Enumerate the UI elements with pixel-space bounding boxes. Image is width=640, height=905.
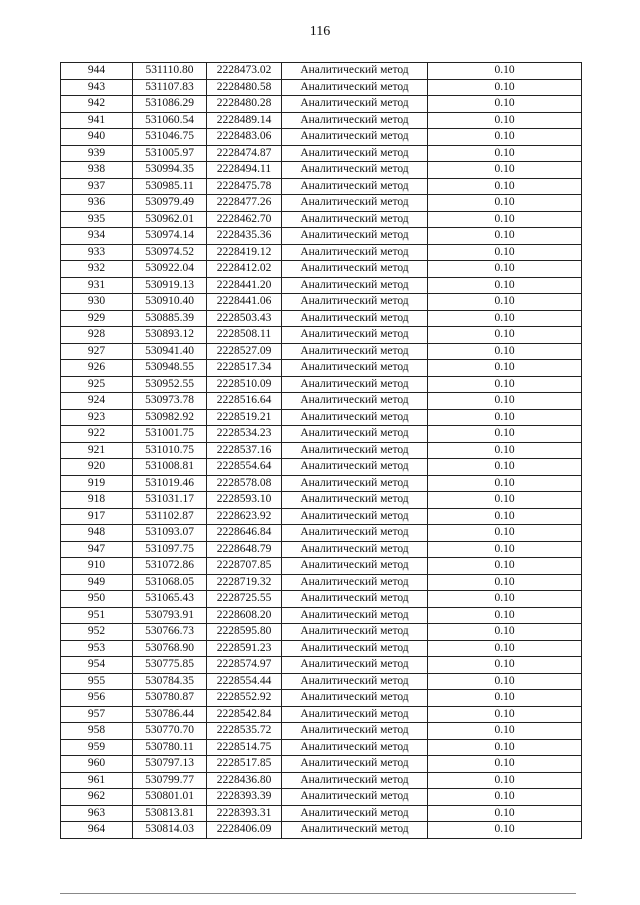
method-cell: Аналитический метод xyxy=(282,690,428,707)
x-coordinate-cell: 530885.39 xyxy=(133,310,207,327)
method-cell: Аналитический метод xyxy=(282,558,428,575)
accuracy-cell: 0.10 xyxy=(428,739,582,756)
point-number-cell: 939 xyxy=(61,145,133,162)
x-coordinate-cell: 530799.77 xyxy=(133,772,207,789)
x-coordinate-cell: 530973.78 xyxy=(133,393,207,410)
point-number-cell: 954 xyxy=(61,657,133,674)
accuracy-cell: 0.10 xyxy=(428,624,582,641)
point-number-cell: 933 xyxy=(61,244,133,261)
y-coordinate-cell: 2228393.39 xyxy=(207,789,282,806)
y-coordinate-cell: 2228514.75 xyxy=(207,739,282,756)
x-coordinate-cell: 530797.13 xyxy=(133,756,207,773)
x-coordinate-cell: 531019.46 xyxy=(133,475,207,492)
accuracy-cell: 0.10 xyxy=(428,178,582,195)
table-row xyxy=(61,591,582,608)
point-number-cell: 920 xyxy=(61,459,133,476)
x-coordinate-cell: 530979.49 xyxy=(133,195,207,212)
page-number: 116 xyxy=(309,24,331,39)
table-row xyxy=(61,376,582,393)
accuracy-cell: 0.10 xyxy=(428,112,582,129)
accuracy-cell: 0.10 xyxy=(428,591,582,608)
table-row xyxy=(61,393,582,410)
method-cell: Аналитический метод xyxy=(282,294,428,311)
method-cell: Аналитический метод xyxy=(282,310,428,327)
y-coordinate-cell: 2228508.11 xyxy=(207,327,282,344)
method-cell: Аналитический метод xyxy=(282,96,428,113)
x-coordinate-cell: 530775.85 xyxy=(133,657,207,674)
point-number-cell: 940 xyxy=(61,129,133,146)
y-coordinate-cell: 2228593.10 xyxy=(207,492,282,509)
method-cell: Аналитический метод xyxy=(282,442,428,459)
y-coordinate-cell: 2228517.85 xyxy=(207,756,282,773)
method-cell: Аналитический метод xyxy=(282,541,428,558)
accuracy-cell: 0.10 xyxy=(428,673,582,690)
table-row xyxy=(61,327,582,344)
point-number-cell: 918 xyxy=(61,492,133,509)
point-number-cell: 950 xyxy=(61,591,133,608)
point-number-cell: 934 xyxy=(61,228,133,245)
y-coordinate-cell: 2228527.09 xyxy=(207,343,282,360)
x-coordinate-cell: 530780.87 xyxy=(133,690,207,707)
method-cell: Аналитический метод xyxy=(282,591,428,608)
point-number-cell: 922 xyxy=(61,426,133,443)
x-coordinate-cell: 530974.14 xyxy=(133,228,207,245)
method-cell: Аналитический метод xyxy=(282,657,428,674)
accuracy-cell: 0.10 xyxy=(428,162,582,179)
x-coordinate-cell: 530814.03 xyxy=(133,822,207,839)
table-row xyxy=(61,112,582,129)
x-coordinate-cell: 530919.13 xyxy=(133,277,207,294)
accuracy-cell: 0.10 xyxy=(428,690,582,707)
x-coordinate-cell: 531001.75 xyxy=(133,426,207,443)
x-coordinate-cell: 530994.35 xyxy=(133,162,207,179)
x-coordinate-cell: 530974.52 xyxy=(133,244,207,261)
x-coordinate-cell: 530948.55 xyxy=(133,360,207,377)
table-row xyxy=(61,178,582,195)
table-row xyxy=(61,673,582,690)
point-number-cell: 963 xyxy=(61,805,133,822)
method-cell: Аналитический метод xyxy=(282,112,428,129)
y-coordinate-cell: 2228542.84 xyxy=(207,706,282,723)
table-row xyxy=(61,723,582,740)
accuracy-cell: 0.10 xyxy=(428,558,582,575)
y-coordinate-cell: 2228707.85 xyxy=(207,558,282,575)
x-coordinate-cell: 531010.75 xyxy=(133,442,207,459)
y-coordinate-cell: 2228483.06 xyxy=(207,129,282,146)
accuracy-cell: 0.10 xyxy=(428,63,582,80)
table-row xyxy=(61,607,582,624)
x-coordinate-cell: 530922.04 xyxy=(133,261,207,278)
method-cell: Аналитический метод xyxy=(282,723,428,740)
table-row xyxy=(61,525,582,542)
table-row xyxy=(61,63,582,80)
y-coordinate-cell: 2228623.92 xyxy=(207,508,282,525)
y-coordinate-cell: 2228535.72 xyxy=(207,723,282,740)
point-number-cell: 960 xyxy=(61,756,133,773)
x-coordinate-cell: 531086.29 xyxy=(133,96,207,113)
accuracy-cell: 0.10 xyxy=(428,657,582,674)
y-coordinate-cell: 2228475.78 xyxy=(207,178,282,195)
accuracy-cell: 0.10 xyxy=(428,541,582,558)
table-row xyxy=(61,442,582,459)
coordinates-table-body xyxy=(61,63,582,839)
x-coordinate-cell: 531008.81 xyxy=(133,459,207,476)
y-coordinate-cell: 2228608.20 xyxy=(207,607,282,624)
x-coordinate-cell: 530893.12 xyxy=(133,327,207,344)
method-cell: Аналитический метод xyxy=(282,327,428,344)
x-coordinate-cell: 530793.91 xyxy=(133,607,207,624)
method-cell: Аналитический метод xyxy=(282,772,428,789)
x-coordinate-cell: 531068.05 xyxy=(133,574,207,591)
accuracy-cell: 0.10 xyxy=(428,393,582,410)
point-number-cell: 926 xyxy=(61,360,133,377)
point-number-cell: 961 xyxy=(61,772,133,789)
table-row xyxy=(61,772,582,789)
point-number-cell: 929 xyxy=(61,310,133,327)
point-number-cell: 928 xyxy=(61,327,133,344)
table-row xyxy=(61,541,582,558)
table-row xyxy=(61,822,582,839)
y-coordinate-cell: 2228554.64 xyxy=(207,459,282,476)
y-coordinate-cell: 2228412.02 xyxy=(207,261,282,278)
accuracy-cell: 0.10 xyxy=(428,772,582,789)
table-row xyxy=(61,244,582,261)
y-coordinate-cell: 2228510.09 xyxy=(207,376,282,393)
x-coordinate-cell: 530770.70 xyxy=(133,723,207,740)
table-row xyxy=(61,145,582,162)
x-coordinate-cell: 531060.54 xyxy=(133,112,207,129)
method-cell: Аналитический метод xyxy=(282,277,428,294)
x-coordinate-cell: 531097.75 xyxy=(133,541,207,558)
table-row xyxy=(61,706,582,723)
table-row xyxy=(61,162,582,179)
point-number-cell: 910 xyxy=(61,558,133,575)
accuracy-cell: 0.10 xyxy=(428,607,582,624)
method-cell: Аналитический метод xyxy=(282,673,428,690)
x-coordinate-cell: 531102.87 xyxy=(133,508,207,525)
point-number-cell: 930 xyxy=(61,294,133,311)
accuracy-cell: 0.10 xyxy=(428,459,582,476)
x-coordinate-cell: 530982.92 xyxy=(133,409,207,426)
y-coordinate-cell: 2228462.70 xyxy=(207,211,282,228)
accuracy-cell: 0.10 xyxy=(428,574,582,591)
point-number-cell: 925 xyxy=(61,376,133,393)
point-number-cell: 955 xyxy=(61,673,133,690)
accuracy-cell: 0.10 xyxy=(428,492,582,509)
method-cell: Аналитический метод xyxy=(282,145,428,162)
point-number-cell: 952 xyxy=(61,624,133,641)
y-coordinate-cell: 2228719.32 xyxy=(207,574,282,591)
accuracy-cell: 0.10 xyxy=(428,310,582,327)
table-row xyxy=(61,426,582,443)
table-row xyxy=(61,805,582,822)
method-cell: Аналитический метод xyxy=(282,129,428,146)
y-coordinate-cell: 2228537.16 xyxy=(207,442,282,459)
y-coordinate-cell: 2228725.55 xyxy=(207,591,282,608)
x-coordinate-cell: 531107.83 xyxy=(133,79,207,96)
y-coordinate-cell: 2228646.84 xyxy=(207,525,282,542)
y-coordinate-cell: 2228480.28 xyxy=(207,96,282,113)
point-number-cell: 917 xyxy=(61,508,133,525)
method-cell: Аналитический метод xyxy=(282,178,428,195)
table-row xyxy=(61,508,582,525)
method-cell: Аналитический метод xyxy=(282,822,428,839)
y-coordinate-cell: 2228441.06 xyxy=(207,294,282,311)
accuracy-cell: 0.10 xyxy=(428,261,582,278)
y-coordinate-cell: 2228554.44 xyxy=(207,673,282,690)
accuracy-cell: 0.10 xyxy=(428,277,582,294)
method-cell: Аналитический метод xyxy=(282,475,428,492)
accuracy-cell: 0.10 xyxy=(428,129,582,146)
x-coordinate-cell: 530780.11 xyxy=(133,739,207,756)
method-cell: Аналитический метод xyxy=(282,756,428,773)
table-row xyxy=(61,657,582,674)
method-cell: Аналитический метод xyxy=(282,195,428,212)
table-row xyxy=(61,360,582,377)
x-coordinate-cell: 531005.97 xyxy=(133,145,207,162)
y-coordinate-cell: 2228436.80 xyxy=(207,772,282,789)
y-coordinate-cell: 2228393.31 xyxy=(207,805,282,822)
x-coordinate-cell: 531031.17 xyxy=(133,492,207,509)
accuracy-cell: 0.10 xyxy=(428,211,582,228)
x-coordinate-cell: 530941.40 xyxy=(133,343,207,360)
point-number-cell: 943 xyxy=(61,79,133,96)
point-number-cell: 956 xyxy=(61,690,133,707)
method-cell: Аналитический метод xyxy=(282,706,428,723)
accuracy-cell: 0.10 xyxy=(428,360,582,377)
point-number-cell: 962 xyxy=(61,789,133,806)
point-number-cell: 921 xyxy=(61,442,133,459)
point-number-cell: 944 xyxy=(61,63,133,80)
accuracy-cell: 0.10 xyxy=(428,409,582,426)
table-row xyxy=(61,294,582,311)
y-coordinate-cell: 2228489.14 xyxy=(207,112,282,129)
accuracy-cell: 0.10 xyxy=(428,789,582,806)
y-coordinate-cell: 2228578.08 xyxy=(207,475,282,492)
point-number-cell: 941 xyxy=(61,112,133,129)
y-coordinate-cell: 2228503.43 xyxy=(207,310,282,327)
accuracy-cell: 0.10 xyxy=(428,96,582,113)
method-cell: Аналитический метод xyxy=(282,789,428,806)
accuracy-cell: 0.10 xyxy=(428,376,582,393)
x-coordinate-cell: 530952.55 xyxy=(133,376,207,393)
y-coordinate-cell: 2228595.80 xyxy=(207,624,282,641)
accuracy-cell: 0.10 xyxy=(428,475,582,492)
accuracy-cell: 0.10 xyxy=(428,327,582,344)
point-number-cell: 938 xyxy=(61,162,133,179)
table-row xyxy=(61,96,582,113)
accuracy-cell: 0.10 xyxy=(428,706,582,723)
accuracy-cell: 0.10 xyxy=(428,426,582,443)
point-number-cell: 932 xyxy=(61,261,133,278)
table-row xyxy=(61,211,582,228)
x-coordinate-cell: 530910.40 xyxy=(133,294,207,311)
method-cell: Аналитический метод xyxy=(282,574,428,591)
method-cell: Аналитический метод xyxy=(282,426,428,443)
y-coordinate-cell: 2228552.92 xyxy=(207,690,282,707)
accuracy-cell: 0.10 xyxy=(428,442,582,459)
table-row xyxy=(61,574,582,591)
accuracy-cell: 0.10 xyxy=(428,525,582,542)
method-cell: Аналитический метод xyxy=(282,244,428,261)
y-coordinate-cell: 2228516.64 xyxy=(207,393,282,410)
method-cell: Аналитический метод xyxy=(282,393,428,410)
x-coordinate-cell: 530784.35 xyxy=(133,673,207,690)
x-coordinate-cell: 530766.73 xyxy=(133,624,207,641)
accuracy-cell: 0.10 xyxy=(428,756,582,773)
table-row xyxy=(61,261,582,278)
y-coordinate-cell: 2228517.34 xyxy=(207,360,282,377)
y-coordinate-cell: 2228406.09 xyxy=(207,822,282,839)
accuracy-cell: 0.10 xyxy=(428,145,582,162)
accuracy-cell: 0.10 xyxy=(428,244,582,261)
method-cell: Аналитический метод xyxy=(282,739,428,756)
table-row xyxy=(61,277,582,294)
x-coordinate-cell: 530786.44 xyxy=(133,706,207,723)
y-coordinate-cell: 2228477.26 xyxy=(207,195,282,212)
method-cell: Аналитический метод xyxy=(282,525,428,542)
y-coordinate-cell: 2228534.23 xyxy=(207,426,282,443)
point-number-cell: 919 xyxy=(61,475,133,492)
point-number-cell: 942 xyxy=(61,96,133,113)
y-coordinate-cell: 2228441.20 xyxy=(207,277,282,294)
accuracy-cell: 0.10 xyxy=(428,343,582,360)
accuracy-cell: 0.10 xyxy=(428,294,582,311)
point-number-cell: 957 xyxy=(61,706,133,723)
x-coordinate-cell: 531093.07 xyxy=(133,525,207,542)
x-coordinate-cell: 531046.75 xyxy=(133,129,207,146)
table-row xyxy=(61,195,582,212)
point-number-cell: 935 xyxy=(61,211,133,228)
method-cell: Аналитический метод xyxy=(282,492,428,509)
table-row xyxy=(61,640,582,657)
method-cell: Аналитический метод xyxy=(282,261,428,278)
table-row xyxy=(61,492,582,509)
table-row xyxy=(61,129,582,146)
method-cell: Аналитический метод xyxy=(282,805,428,822)
y-coordinate-cell: 2228473.02 xyxy=(207,63,282,80)
method-cell: Аналитический метод xyxy=(282,162,428,179)
accuracy-cell: 0.10 xyxy=(428,822,582,839)
point-number-cell: 958 xyxy=(61,723,133,740)
coordinates-table xyxy=(60,62,582,839)
y-coordinate-cell: 2228419.12 xyxy=(207,244,282,261)
point-number-cell: 947 xyxy=(61,541,133,558)
point-number-cell: 953 xyxy=(61,640,133,657)
method-cell: Аналитический метод xyxy=(282,343,428,360)
table-row xyxy=(61,756,582,773)
point-number-cell: 949 xyxy=(61,574,133,591)
y-coordinate-cell: 2228519.21 xyxy=(207,409,282,426)
x-coordinate-cell: 530962.01 xyxy=(133,211,207,228)
accuracy-cell: 0.10 xyxy=(428,508,582,525)
point-number-cell: 924 xyxy=(61,393,133,410)
table-row xyxy=(61,690,582,707)
point-number-cell: 931 xyxy=(61,277,133,294)
accuracy-cell: 0.10 xyxy=(428,195,582,212)
method-cell: Аналитический метод xyxy=(282,376,428,393)
x-coordinate-cell: 530985.11 xyxy=(133,178,207,195)
accuracy-cell: 0.10 xyxy=(428,228,582,245)
method-cell: Аналитический метод xyxy=(282,508,428,525)
y-coordinate-cell: 2228574.97 xyxy=(207,657,282,674)
y-coordinate-cell: 2228648.79 xyxy=(207,541,282,558)
accuracy-cell: 0.10 xyxy=(428,723,582,740)
x-coordinate-cell: 531065.43 xyxy=(133,591,207,608)
point-number-cell: 923 xyxy=(61,409,133,426)
method-cell: Аналитический метод xyxy=(282,459,428,476)
x-coordinate-cell: 530801.01 xyxy=(133,789,207,806)
point-number-cell: 936 xyxy=(61,195,133,212)
table-row xyxy=(61,343,582,360)
x-coordinate-cell: 530813.81 xyxy=(133,805,207,822)
table-row xyxy=(61,789,582,806)
table-row xyxy=(61,228,582,245)
y-coordinate-cell: 2228494.11 xyxy=(207,162,282,179)
table-row xyxy=(61,624,582,641)
table-row xyxy=(61,409,582,426)
method-cell: Аналитический метод xyxy=(282,360,428,377)
point-number-cell: 927 xyxy=(61,343,133,360)
method-cell: Аналитический метод xyxy=(282,63,428,80)
x-coordinate-cell: 531072.86 xyxy=(133,558,207,575)
point-number-cell: 937 xyxy=(61,178,133,195)
y-coordinate-cell: 2228435.36 xyxy=(207,228,282,245)
point-number-cell: 964 xyxy=(61,822,133,839)
method-cell: Аналитический метод xyxy=(282,409,428,426)
accuracy-cell: 0.10 xyxy=(428,805,582,822)
accuracy-cell: 0.10 xyxy=(428,79,582,96)
method-cell: Аналитический метод xyxy=(282,79,428,96)
table-row xyxy=(61,310,582,327)
method-cell: Аналитический метод xyxy=(282,211,428,228)
table-row xyxy=(61,739,582,756)
y-coordinate-cell: 2228480.58 xyxy=(207,79,282,96)
table-row xyxy=(61,558,582,575)
method-cell: Аналитический метод xyxy=(282,624,428,641)
point-number-cell: 951 xyxy=(61,607,133,624)
page-bottom-rule xyxy=(60,893,576,894)
accuracy-cell: 0.10 xyxy=(428,640,582,657)
y-coordinate-cell: 2228474.87 xyxy=(207,145,282,162)
table-row xyxy=(61,459,582,476)
table-row xyxy=(61,79,582,96)
point-number-cell: 959 xyxy=(61,739,133,756)
method-cell: Аналитический метод xyxy=(282,607,428,624)
y-coordinate-cell: 2228591.23 xyxy=(207,640,282,657)
point-number-cell: 948 xyxy=(61,525,133,542)
x-coordinate-cell: 530768.90 xyxy=(133,640,207,657)
table-row xyxy=(61,475,582,492)
x-coordinate-cell: 531110.80 xyxy=(133,63,207,80)
method-cell: Аналитический метод xyxy=(282,640,428,657)
method-cell: Аналитический метод xyxy=(282,228,428,245)
